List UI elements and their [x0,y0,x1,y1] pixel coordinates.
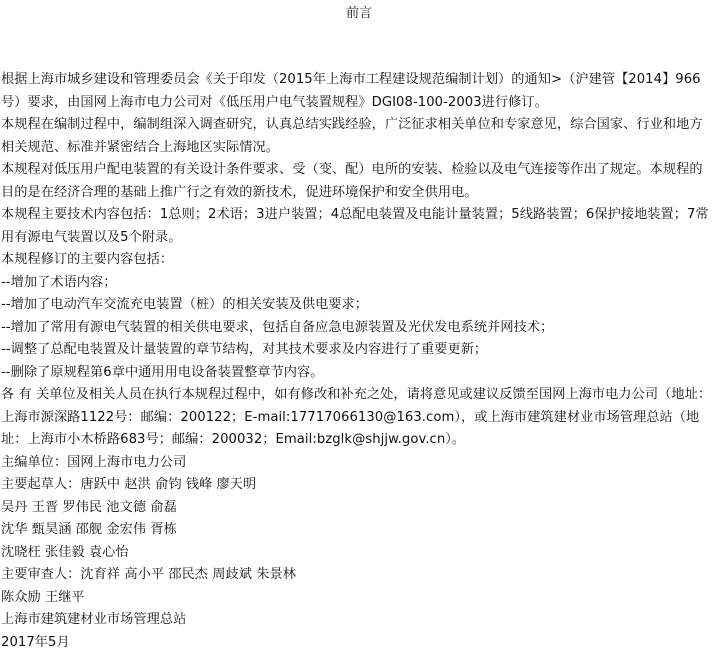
paragraph-feedback-contact: 各 有 关单位及相关人员在执行本规程过程中，如有修改和补充之处，请将意见或建议反馈至国网上海市电力公司（地址：上海市源深路1122号：邮编：200122；E-mail:17717066130@163.com），或上海市建筑建材业市场管理总站（地址：上海市小木桥路683号；邮编：200032；Email:bzglk@shjjw.gov.cn）。 [1,387,712,447]
revision-item: --删除了原规程第6章中通用用电设备装置整章节内容。 [1,364,324,380]
revision-item: --调整了总配电装置及计量装置的章节结构，对其技术要求及内容进行了重要更新； [1,342,488,357]
document-body [1,69,715,654]
paragraph-main-content: 本规程主要技术内容包括：1总则；2术语；3进户装置；4总配电装置及电能计量装置；5线路装置；6保护接地装置；7常用有源电气装置以及5个附录。 [1,207,709,245]
paragraph-revision-intro: 本规程修订的主要内容包括： [1,252,174,267]
drafters-line: 吴丹 王晋 罗伟民 池文德 俞磊 [1,499,177,515]
main-drafters: 主要起草人：唐跃中 赵洪 俞钧 钱峰 廖天明 [1,477,257,492]
main-reviewers: 主要审查人：沈育祥 高小平 邵民杰 周歧斌 朱景林 [1,567,296,582]
paragraph-purpose: 本规程对低压用户配电装置的有关设计条件要求、受（变、配）电所的安装、检验以及电气连接等作出了规定。本规程的目的是在经济合理的基础上推广行之有效的新技术，促进环境保护和安全供用电。 [1,162,703,200]
drafters-line: 沈华 甄昊涵 邵舰 金宏伟 胥栋 [1,522,177,537]
issue-date: 2017年5月 [1,634,70,650]
reviewers-line: 陈众励 王继平 [1,589,85,605]
revision-item: --增加了电动汽车交流充电装置（桩）的相关安装及供电要求； [1,297,369,312]
document-title: 前言 [345,6,372,21]
issuing-organization: 上海市建筑建材业市场管理总站 [1,612,187,627]
revision-item: --增加了常用有源电气装置的相关供电要求，包括自备应急电源装置及光伏发电系统并网技术； [1,319,554,335]
chief-editor-unit: 主编单位：国网上海市电力公司 [1,454,187,470]
paragraph-basis: 根据上海市城乡建设和管理委员会《关于印发（2015年上海市工程建设规范编制计划）的通知>（沪建管【2014】966号）要求，由国网上海市电力公司对《低压用户电气装置规程》DGI08-100-2003进行修订。 [1,72,701,110]
revision-item: --增加了术语内容； [1,274,117,290]
paragraph-process: 本规程在编制过程中，编制组深入调查研究，认真总结实践经验，广泛征求相关单位和专家意见，综合国家、行业和地方相关规范、标准并紧密结合上海地区实际情况。 [1,117,703,155]
drafters-line: 沈晓枉 张佳毅 袁心怡 [1,544,129,560]
